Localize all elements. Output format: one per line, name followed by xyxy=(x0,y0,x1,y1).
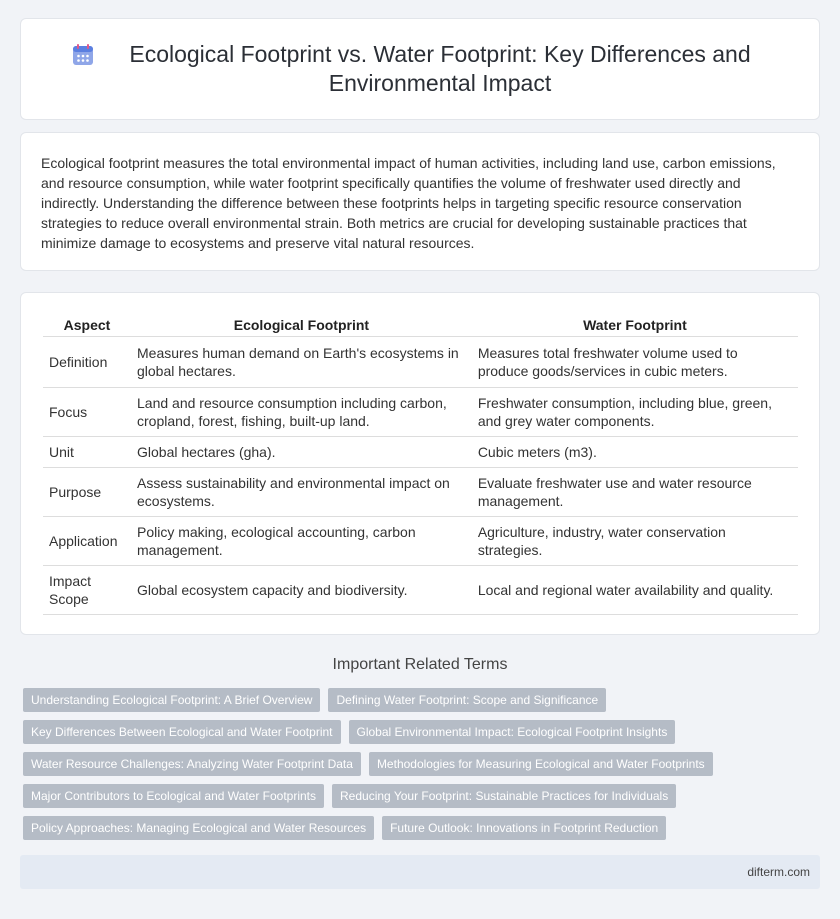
related-term-link[interactable]: Reducing Your Footprint: Sustainable Practices for Individuals xyxy=(332,784,676,808)
comparison-table xyxy=(43,311,798,615)
header-aspect: Aspect xyxy=(43,311,131,337)
table-header-row xyxy=(43,311,798,337)
related-term-link[interactable]: Methodologies for Measuring Ecological and Water Footprints xyxy=(369,752,713,776)
row-water: Evaluate freshwater use and water resource management. xyxy=(472,468,798,517)
row-aspect: Impact Scope xyxy=(43,566,131,615)
row-water: Measures total freshwater volume used to produce goods/services in cubic meters. xyxy=(472,337,798,388)
table-row xyxy=(43,468,798,517)
row-water: Agriculture, industry, water conservation strategies. xyxy=(472,517,798,566)
row-ecological: Land and resource consumption including carbon, cropland, forest, fishing, built-up land. xyxy=(131,388,472,437)
table-row xyxy=(43,388,798,437)
summary-card xyxy=(20,132,820,271)
row-ecological: Global hectares (gha). xyxy=(131,437,472,468)
row-aspect: Definition xyxy=(43,337,131,388)
site-name[interactable]: difterm.com xyxy=(747,865,810,879)
related-terms-list xyxy=(23,688,823,840)
row-aspect: Unit xyxy=(43,437,131,468)
row-water: Local and regional water availability and quality. xyxy=(472,566,798,615)
row-water: Freshwater consumption, including blue, green, and grey water components. xyxy=(472,388,798,437)
related-term-link[interactable]: Major Contributors to Ecological and Water Footprints xyxy=(23,784,324,808)
table-row xyxy=(43,437,798,468)
header-ecological-footprint: Ecological Footprint xyxy=(131,311,472,337)
header-card xyxy=(20,18,820,120)
table-row xyxy=(43,566,798,615)
row-aspect: Purpose xyxy=(43,468,131,517)
page-title: Ecological Footprint vs. Water Footprint: Key Differences and Environmental Impact xyxy=(129,41,751,96)
related-term-link[interactable]: Key Differences Between Ecological and Water Footprint xyxy=(23,720,341,744)
footer xyxy=(20,855,820,889)
table-row xyxy=(43,517,798,566)
row-ecological: Policy making, ecological accounting, carbon management. xyxy=(131,517,472,566)
header-water-footprint: Water Footprint xyxy=(472,311,798,337)
related-term-link[interactable]: Policy Approaches: Managing Ecological and Water Resources xyxy=(23,816,374,840)
row-aspect: Focus xyxy=(43,388,131,437)
related-term-link[interactable]: Future Outlook: Innovations in Footprint Reduction xyxy=(382,816,666,840)
related-term-link[interactable]: Understanding Ecological Footprint: A Brief Overview xyxy=(23,688,320,712)
comparison-table-card xyxy=(20,292,820,635)
row-ecological: Assess sustainability and environmental impact on ecosystems. xyxy=(131,468,472,517)
related-term-link[interactable]: Defining Water Footprint: Scope and Significance xyxy=(328,688,606,712)
row-ecological: Measures human demand on Earth's ecosystems in global hectares. xyxy=(131,337,472,388)
row-ecological: Global ecosystem capacity and biodiversity. xyxy=(131,566,472,615)
related-term-link[interactable]: Water Resource Challenges: Analyzing Water Footprint Data xyxy=(23,752,361,776)
related-terms-title: Important Related Terms xyxy=(332,656,508,673)
summary-text: Ecological footprint measures the total environmental impact of human activities, including land use, carbon emissions, and resource consumption, while water footprint specifically quantifies the volume of freshwater used directly and indirectly. Understanding the difference between these footprints helps in targeting specific resource conservation strategies to reduce overall environmental strain. Both metrics are crucial for developing sustainable practices that minimize damage to ecosystems and preserve vital natural resources. xyxy=(41,155,776,251)
related-term-link[interactable]: Global Environmental Impact: Ecological Footprint Insights xyxy=(349,720,676,744)
row-aspect: Application xyxy=(43,517,131,566)
calendar-icon xyxy=(70,42,96,68)
row-water: Cubic meters (m3). xyxy=(472,437,798,468)
table-row xyxy=(43,337,798,388)
